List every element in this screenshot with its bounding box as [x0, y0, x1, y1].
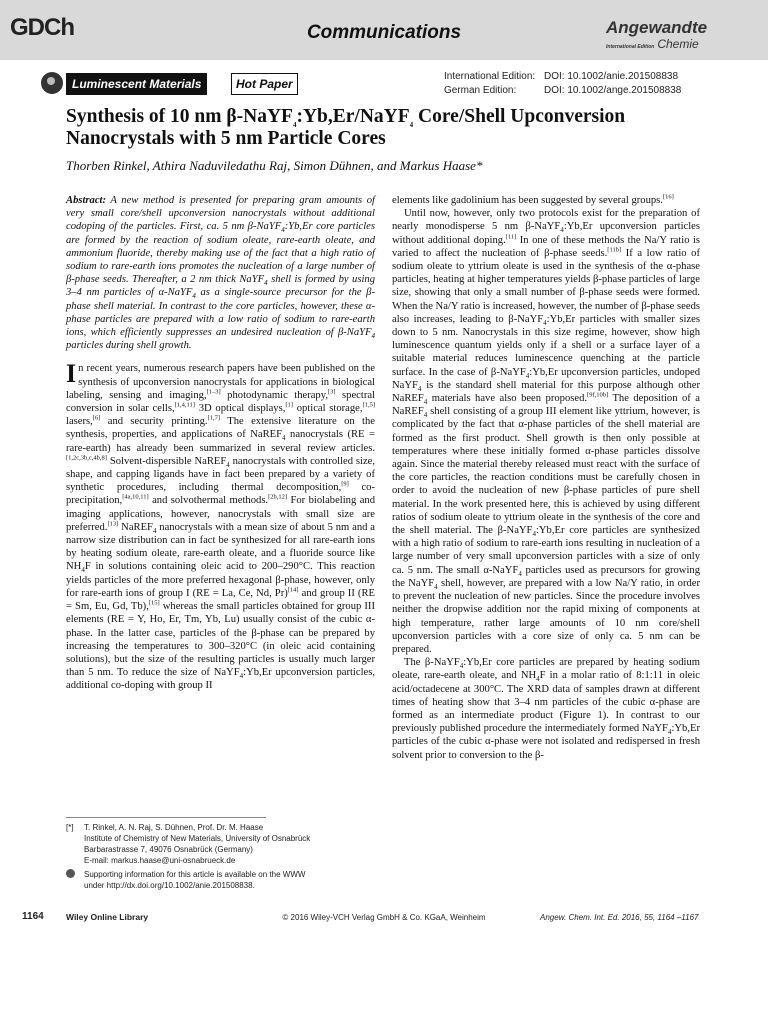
doi-block — [444, 70, 681, 98]
footnote — [66, 822, 376, 891]
supporting-info-icon — [66, 869, 75, 878]
body-paragraph-2: elements like gadolinium has been suggested by several groups.[16] — [392, 193, 674, 206]
body-paragraph-3: Until now, however, only two protocols exist for the preparation of nearly monodisperse 5 nm β-NaYF$_4$:Yb,Er upconversion particles without additional doping.[11] In one of these methods the Na/Y ratio is varied to affect the nucleation of β-phase seeds.[11b] If a low ratio of sodium oleate to yttrium oleate is used in the synthesis of the α-phase particles, heating at higher temperatures yields β-phase particles of large size, showing that only a small number of β-phase seeds were formed. When the Na/Y ratio is increased, however, the number of β-phase seeds also increases, leading to β-NaYF$_4$:Yb,Er particles with smaller sizes down to 5 nm. Nanocrystals in this size regime, however, show high luminescence quantum yields only if a shell or a surface layer of a suitable material reduces luminescence quenching at the particle surface. In the case of β-NaYF$_4$:Yb,Er upconversion particles, undoped NaYF$_4$ is the standard shell material for this purpose although other NaREF$_4$ materials have also been proposed.[9f,10b] The deposition of a NaREF$_4$ shell consisting of a group III element like yttrium, however, is complicated by the fact that α-phase particles of the shell material are formed as the first product. Shell growth is then only possible at temperatures where these initially formed α-phase particles dissolve again. Since the material thereby released must react with the surface of the core particles, the reaction conditions must be carefully chosen in order to avoid the nucleation of new β-phase particles of pure shell material. In the work presented here, this is achieved by using different ratios of sodium oleate to yttrium oleate in the synthesis of the core and the shell material. The β-NaYF$_4$:Yb,Er core particles are synthesized with a high ratio of sodium to rare-earth ions resulting in nucleation of a large number of very small upconversion particles with a size of only ca. 5 nm. The small α-NaYF$_4$ particles used as precursors for growing the NaYF$_4$ shell, however, are prepared with a low Na/Y ratio, in order to prevent the nucleation of new particles. Since the procedure involves neither the dropwise addition nor the rapid mixing of components at high temperature, rather large amounts of 10 nm core/shell upconversion particles with a core size of only ca. 5 nm can be prepared. — [392, 208, 701, 655]
footnote-address: Barbarastrasse 7, 49076 Osnabrück (Germany) — [84, 845, 253, 854]
footnote-marker: [*] — [66, 823, 74, 832]
body-paragraph-4: The β-NaYF$_4$:Yb,Er core particles are prepared by heating sodium oleate, rare-earth oleate, and $NH_4F$ in a molar ratio of 8:1:11 in oleic acid/octadecene at 300°C. The XRD data of samples drawn at different times of heating show that 3–4 nm particles of the cubic α-phase are formed as an intermediate product (Figure 1). In contrast to our previously published procedure the intermediately formed NaYF$_4$:Yb,Er particles of the cubic α-phase were not isolated and redispersed in fresh solvent prior to conversion to the β- — [392, 657, 700, 761]
right-column — [392, 194, 700, 762]
page-number: 1164 — [22, 911, 44, 922]
left-column — [66, 194, 375, 693]
footnote-si-line1: Supporting information for this article is available on the WWW — [84, 870, 306, 879]
article-title: Synthesis of 10 nm β-NaYF$_4$:Yb,Er/NaYF$_4$ Core/Shell Upconversion Nanocrystals with 5 nm Particle Cores — [66, 106, 626, 149]
section-title: Communications — [306, 22, 462, 43]
journal-logo — [606, 19, 707, 52]
journal-logo-main: Angewandte — [606, 18, 708, 37]
abstract: Abstract: A new method is presented for preparing gram amounts of very small core/shell upconversion nanocrystals without additional codoping of the particles. First, ca. 5 nm β-NaYF$_4$:Yb,Er core particles are formed by the reaction of sodium oleate, rare-earth oleate, and ammonium fluoride, thereby making use of the fact that a high ratio of sodium to rare-earth ions promotes the nucleation of a large number of β-phase seeds. Thereafter, a 2 nm thick NaYF$_4$ shell is formed by using 3–4 nm particles of α-NaYF$_4$ as a single-source precursor for the β-phase shell material. In contrast to the core particles, however, these α-phase particles are prepared with a low ratio of sodium to rare-earth ions, which efficiently suppresses an undesired nucleation of β-NaYF$_4$ particles during shell growth. — [66, 195, 375, 352]
citation: Angew. Chem. Int. Ed. 2016, 55, 1164 –1167 — [540, 913, 699, 922]
wiley-online-library: Wiley Online Library — [66, 912, 149, 922]
gdch-logo: GDCh — [10, 14, 74, 41]
doi-german-link[interactable]: DOI: 10.1002/ange.201508838 — [544, 85, 682, 96]
doi-intl-label: International Edition: — [444, 71, 536, 82]
hot-paper-icon — [41, 72, 63, 94]
footnote-email[interactable]: E-mail: markus.haase@uni-osnabrueck.de — [84, 856, 236, 865]
article-authors: Thorben Rinkel, Athira Naduviledathu Raj, Simon Dühnen, and Markus Haase* — [66, 158, 483, 173]
hot-paper-badge: Hot Paper — [231, 73, 298, 95]
doi-intl-link[interactable]: DOI: 10.1002/anie.201508838 — [544, 71, 678, 82]
journal-logo-edition: International Edition — [606, 44, 655, 50]
footnote-si-line2[interactable]: under http://dx.doi.org/10.1002/anie.201508838. — [84, 881, 255, 890]
footnote-institute: Institute of Chemistry of New Materials, University of Osnabrück — [84, 834, 311, 843]
footnote-names: T. Rinkel, A. N. Raj, S. Dühnen, Prof. Dr. M. Haase — [84, 823, 264, 832]
footnote-rule — [66, 817, 266, 818]
body-paragraph-1: In recent years, numerous research papers have been published on the synthesis of upconversion nanocrystals for applications in biological labeling, sensing and imaging,[1–3] photodynamic therapy,[3] spectral conversion in solar cells,[1,4,11] 3D optical displays,[1] optical storage,[1,5] lasers,[6] and security printing.[1,7] The extensive literature on the synthesis, properties, and applications of NaREF$_4$ nanocrystals (RE = rare-earth) has already been summarized in several review articles.[1,2c,3b,c,4b,8] Solvent-dispersible NaREF$_4$ nanocrystals with controlled size, shape, and capping ligands have in fact been prepared by a variety of synthetic procedures, including thermal decomposition,[9] co-precipitation,[4a,10,11] and solvothermal methods.[2b,12] For biolabeling and imaging applications, however, nanocrystals with small size are preferred.[13] NaREF$_4$ nanocrystals with a mean size of about 5 nm and a narrow size distribution can in fact be synthesized for all rare-earth ions by heating sodium oleate, rare-earth oleate, and a fluoride source like $NH_4F$ in solutions containing oleic acid to 200–290°C. This reaction yields particles of the more preferred hexagonal β-phase, however, only for rare-earth ions of group I (RE = La, Ce, Nd, Pr)[14] and group II (RE = Sm, Eu, Gd, Tb),[15] whereas the small particles obtained for group III elements (RE = Y, Ho, Er, Tm, Yb, Lu) usually consist of the cubic α-phase. In the latter case, particles of the β-phase can be prepared by increasing the temperatures to 300–320°C (in oleic acid containing solutions), but the size of the resulting particles is usually much larger than 5 nm. To reduce the size of NaYF$_4$:Yb,Er upconversion particles, additional co-doping with group II — [66, 359, 376, 692]
doi-german-label: German Edition: — [444, 85, 517, 96]
copyright: © 2016 Wiley-VCH Verlag GmbH & Co. KGaA, Weinheim — [282, 913, 486, 922]
page-footer — [0, 907, 768, 927]
journal-logo-chemie: Chemie — [657, 37, 699, 51]
category-badge: Luminescent Materials — [66, 73, 207, 95]
drop-cap: I — [66, 359, 77, 389]
